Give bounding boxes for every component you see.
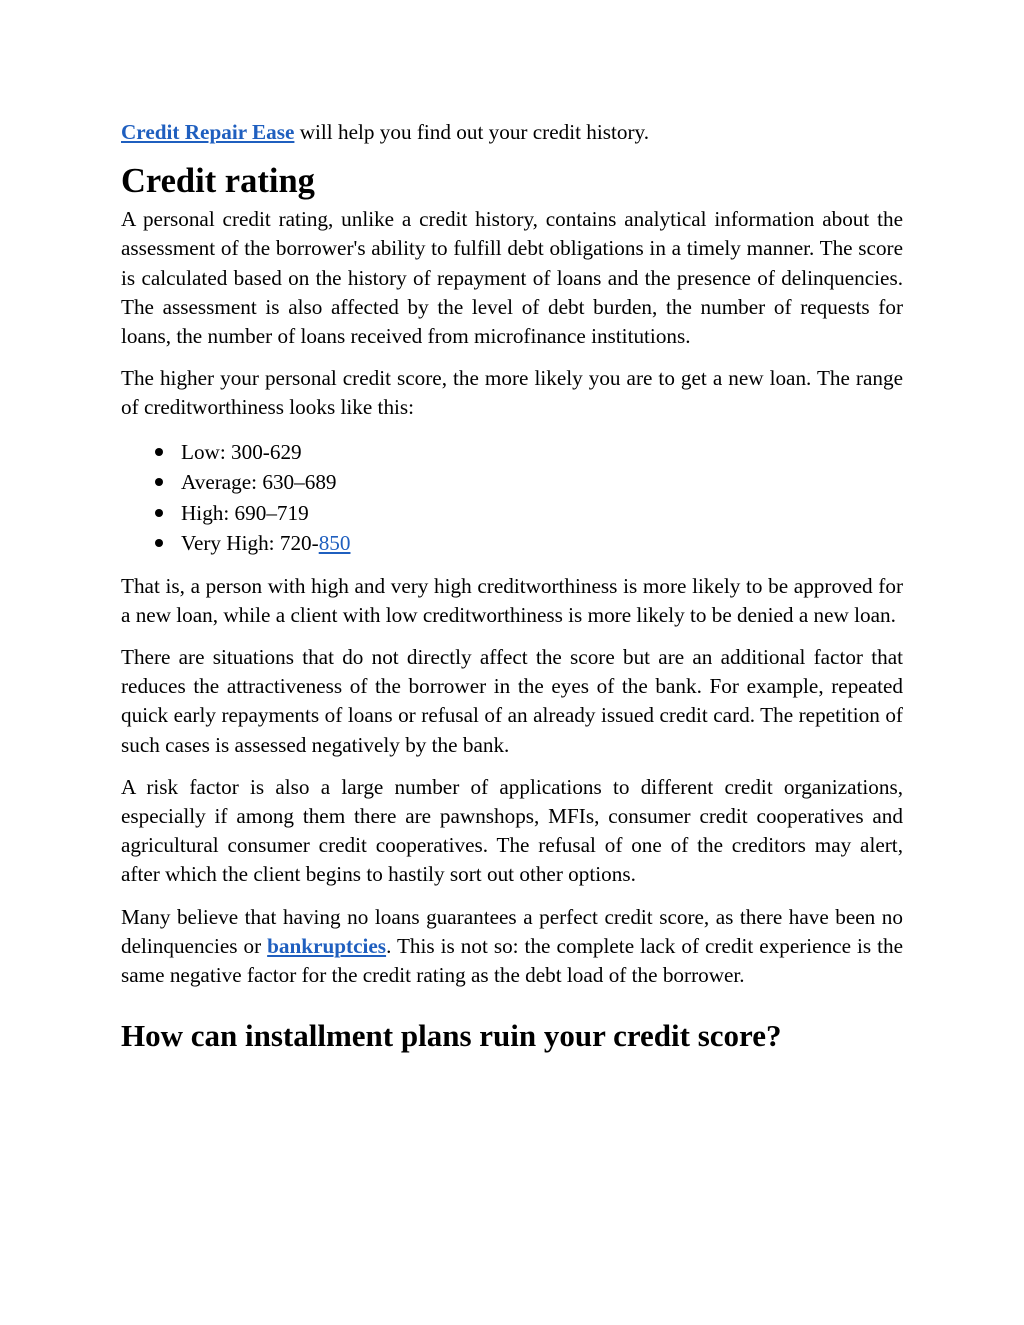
list-item-low: Low: 300-629 <box>155 437 903 468</box>
intro-paragraph <box>121 118 903 147</box>
paragraph-higher-score: The higher your personal credit score, the more likely you are to get a new loan. The range of creditworthiness looks like this: <box>121 366 903 420</box>
bullet-icon <box>155 539 163 547</box>
paragraph-risk-factor: A risk factor is also a large number of applications to different credit organizations, especially if among them there are pawnshops, MFIs, consumer credit cooperatives and agricultural consumer credit cooperatives. The refusal of one of the creditors may alert, after which the client begins to hastily sort out other options. <box>121 774 903 887</box>
section-title: Credit rating <box>121 162 315 201</box>
score-850-link[interactable]: 850 <box>318 531 351 556</box>
list-item-high: High: 690–719 <box>155 498 903 529</box>
bullet-icon <box>155 478 163 486</box>
paragraph-indirect-factors: There are situations that do not directly affect the score but are an additional factor that reduces the attractiveness of the borrower in the eyes of the bank. For example, repeated quick early repayments of loans or refusal of an already issued credit card. The repetition of such cases is assessed negatively by the bank. <box>121 645 903 757</box>
credit-repair-ease-link[interactable]: Credit Repair Ease <box>121 120 295 144</box>
paragraph-credit-rating-definition: A personal credit rating, unlike a credit history, contains analytical information about the assessment of the borrower's ability to fulfill debt obligations in a timely manner. The score is calculated based on the history of repayment of loans and the presence of delinquencies. The assessment is also affected by the level of debt burden, the number of requests for loans, the number of loans received from microfinance institutions. <box>121 207 903 349</box>
paragraph-no-loans: Many believe that having no loans guarantees a perfect credit score, as there have been no delinquencies or bankruptcies. This is not so: the complete lack of credit experience is the same negative factor for the credit rating as the debt load of the borrower. <box>121 904 904 988</box>
document-page <box>121 118 903 1056</box>
bankruptcies-link[interactable]: bankruptcies <box>267 933 387 958</box>
bullet-icon <box>155 448 163 456</box>
paragraph-approval-likelihood: That is, a person with high and very high creditworthiness is more likely to be approved for a new loan, while a client with low creditworthiness is more likely to be denied a new loan. <box>121 573 903 627</box>
creditworthiness-range-list <box>121 437 903 559</box>
intro-text: will help you find out your credit history. <box>294 120 650 144</box>
bullet-icon <box>155 509 163 517</box>
list-item-very-high: Very High: 720-850 <box>155 528 903 559</box>
installment-plans-heading: How can installment plans ruin your credit score? <box>121 1018 782 1054</box>
list-item-average: Average: 630–689 <box>155 467 903 498</box>
